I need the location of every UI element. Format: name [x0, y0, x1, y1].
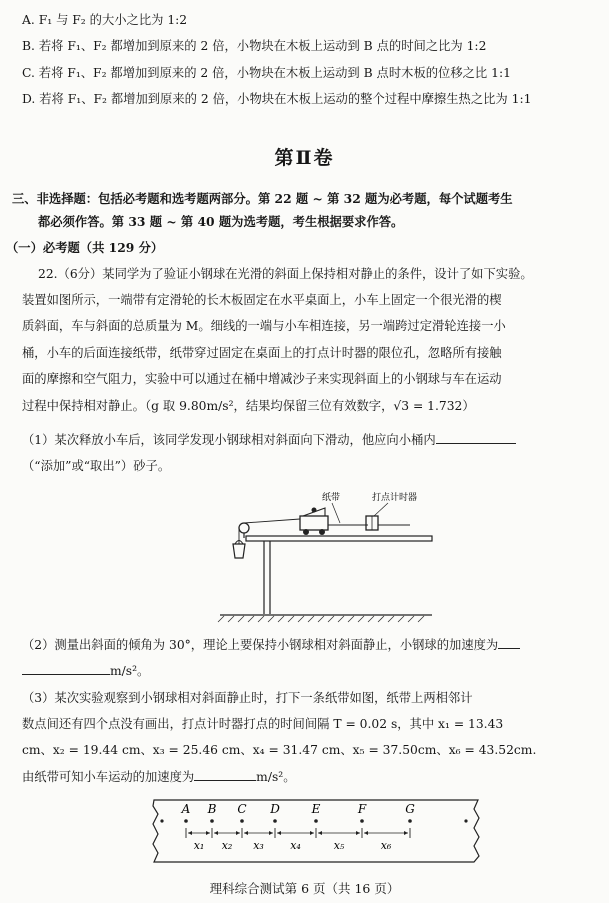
- paper-tape-diagram: [148, 796, 484, 866]
- page-footer: 理科综合测试第 6 页（共 16 页）: [209, 881, 400, 896]
- pulley-icon: [239, 523, 249, 533]
- segment-arrowhead: [214, 831, 218, 835]
- answer-blank-2[interactable]: [22, 662, 110, 675]
- tape-segment-label: x₄: [290, 839, 301, 852]
- tape-point-label: G: [405, 802, 415, 816]
- q22-line-2: 装置如图所示，一端带有定滑轮的长木板固定在水平桌面上，小车上固定一个很光滑的楔: [22, 293, 502, 307]
- q22-line-6: 过程中保持相对静止。（g 取 9.80m/s²，结果均保留三位有效数字，√3 = 1.732）: [22, 399, 475, 413]
- segment-arrowhead: [244, 831, 248, 835]
- answer-blank-2a[interactable]: [498, 636, 520, 649]
- tape-point-label: C: [237, 802, 247, 816]
- timer-icon: [366, 516, 378, 530]
- segment-arrowhead: [188, 831, 192, 835]
- option-b: B. 若将 F₁、F₂ 都增加到原来的 2 倍，小物块在木板上运动到 B 点的时间之比为 1:2: [22, 39, 487, 53]
- table-top: [246, 536, 432, 541]
- segment-arrowhead: [269, 831, 273, 835]
- segment-arrowhead: [277, 831, 281, 835]
- tape-point-label: D: [270, 802, 280, 816]
- tape-dot-B: [210, 819, 214, 823]
- q22-line-3: 质斜面，车与斜面的总质量为 M。细线的一端与小车相连接，另一端跨过定滑轮连接一小: [22, 319, 506, 333]
- tape-dot-G: [408, 819, 412, 823]
- q22-part3-ask: [22, 768, 296, 785]
- q22-part1-line-1: [22, 431, 516, 448]
- segment-arrowhead: [364, 831, 368, 835]
- tape-dot-E: [314, 819, 318, 823]
- tape-segment-label: x₃: [253, 839, 264, 852]
- q22-part2-line-2: [22, 662, 149, 679]
- label-tape: 纸带: [322, 493, 341, 503]
- q22-line-5: 面的摩擦和空气阻力，实验中可以通过在桶中增减沙子来实现斜面上的小钢球与车在运动: [22, 372, 502, 386]
- instructions-line-2: 都必须作答。第 33 题 ~ 第 40 题为选考题，考生根据要求作答。: [38, 214, 404, 229]
- tape-dot-F: [360, 819, 364, 823]
- tape-segment-label: x₅: [333, 839, 345, 852]
- q22-part1-prompt: （1）某次释放小车后，该同学发现小钢球相对斜面向下滑动，他应向小桶内: [22, 433, 436, 447]
- segment-arrowhead: [404, 831, 408, 835]
- q22-part3-line-2: 数点间还有四个点没有画出，打点计时器打点的时间间隔 T = 0.02 s，其中 x₁ = 13.43: [22, 717, 504, 731]
- q22-part3-line-1: （3）某次实验观察到小钢球相对斜面静止时，打下一条纸带如图，纸带上两相邻计: [22, 691, 473, 705]
- q22-line-1: 22.（6分）某同学为了验证小钢球在光滑的斜面上保持相对静止的条件，设计了如下实验。: [38, 267, 533, 281]
- apparatus-diagram: [200, 478, 440, 628]
- tape-dot-D: [273, 819, 277, 823]
- answer-blank-3[interactable]: [194, 768, 256, 781]
- option-c: C. 若将 F₁、F₂ 都增加到原来的 2 倍，小物块在木板上运动到 B 点时木板的位移之比 1:1: [22, 66, 511, 80]
- option-d: D. 若将 F₁、F₂ 都增加到原来的 2 倍，小物块在木板上运动的整个过程中摩擦生热之比为 1:1: [22, 92, 532, 106]
- q22-part3-unit: m/s²。: [256, 770, 296, 784]
- segment-arrowhead: [310, 831, 314, 835]
- tape-point-label: B: [207, 802, 217, 816]
- segment-arrowhead: [236, 831, 240, 835]
- instructions-line-1: 三、非选择题：包括必考题和选考题两部分。第 22 题 ~ 第 32 题为必考题，每个试题考生: [12, 191, 513, 206]
- subsection-heading: （一）必考题（共 129 分）: [6, 240, 164, 255]
- q22-line-4: 桶，小车的后面连接纸带，纸带穿过固定在桌面上的打点计时器的限位孔，忽略所有接触: [22, 346, 502, 360]
- tape-segment-label: x₁: [193, 839, 205, 852]
- q22-part3-prompt: 由纸带可知小车运动的加速度为: [22, 770, 195, 784]
- segment-arrowhead: [206, 831, 210, 835]
- tape-dot-A: [184, 819, 188, 823]
- q22-part3-line-3: cm、x₂ = 19.44 cm、x₃ = 25.46 cm、x₄ = 31.47 cm、x₅ = 37.50cm、x₆ = 43.52cm.: [22, 743, 537, 757]
- label-timer: 打点计时器: [372, 493, 418, 503]
- segment-arrowhead: [356, 831, 360, 835]
- q22-part2-prompt: （2）测量出斜面的倾角为 30°，理论上要保持小钢球相对斜面静止，小钢球的加速度为: [22, 638, 499, 652]
- tape-point-label: F: [357, 802, 367, 816]
- tape-segment-label: x₆: [380, 839, 392, 852]
- tape-segment-label: x₂: [221, 839, 233, 852]
- tape-point-label: A: [181, 802, 191, 816]
- cart-icon: [300, 508, 328, 536]
- q22-part2-line-1: [22, 636, 520, 653]
- tape-dot-C: [240, 819, 244, 823]
- answer-blank-1[interactable]: [436, 431, 516, 444]
- segment-arrowhead: [318, 831, 322, 835]
- option-a: A. F₁ 与 F₂ 的大小之比为 1:2: [22, 13, 188, 27]
- q22-part1-line-2: （“添加”或“取出”）砂子。: [22, 459, 171, 473]
- q22-part2-unit: m/s²。: [110, 664, 150, 678]
- tape-point-label: E: [311, 802, 321, 816]
- section-title: 第Ⅱ卷: [274, 147, 335, 169]
